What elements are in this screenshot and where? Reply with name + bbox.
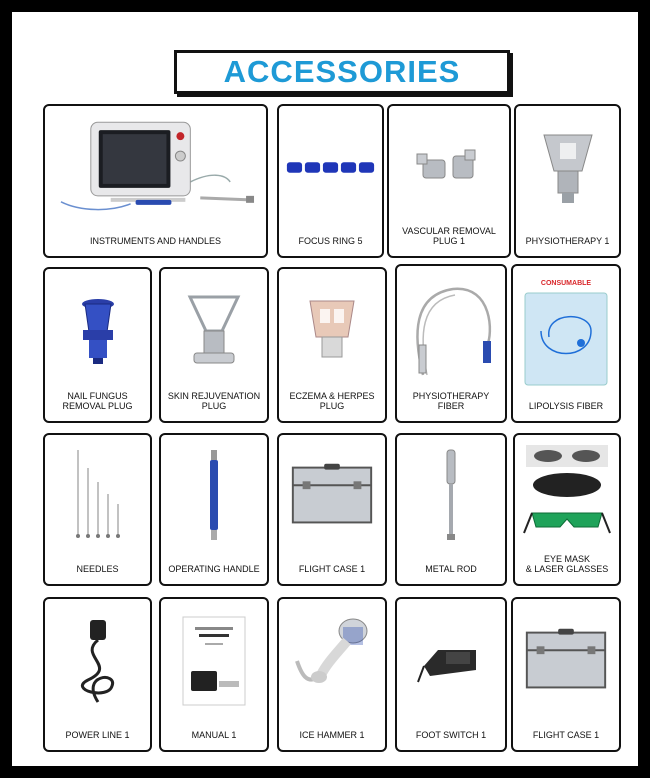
item-label: FLIGHT CASE 1 <box>532 730 600 740</box>
item-card-eye-mask[interactable] <box>513 433 621 586</box>
metal-rod-icon <box>403 441 499 550</box>
item-label: NAIL FUNGUS REMOVAL PLUG <box>62 391 133 411</box>
item-card-eczema[interactable] <box>277 267 387 423</box>
item-label: FOOT SWITCH 1 <box>415 730 487 740</box>
item-card-skin-rejuvenation[interactable] <box>159 267 269 423</box>
page-title: ACCESSORIES <box>223 54 461 89</box>
item-label: SKIN REJUVENATION PLUG <box>167 391 261 411</box>
power-cord-icon <box>51 605 144 716</box>
item-card-lipolysis[interactable] <box>511 264 621 423</box>
item-label: VASCULAR REMOVAL PLUG 1 <box>402 226 496 246</box>
manual-icon <box>167 605 261 716</box>
item-label: INSTRUMENTS AND HANDLES <box>89 236 222 246</box>
fiber-icon <box>403 272 499 387</box>
item-card-ice-hammer[interactable] <box>277 597 387 752</box>
item-card-instruments[interactable] <box>43 104 268 258</box>
consumable-badge: CONSUMABLE <box>540 280 592 287</box>
lipolysis-bag-icon <box>519 290 613 387</box>
item-label: POWER LINE 1 <box>65 730 130 740</box>
item-label: FLIGHT CASE 1 <box>298 564 366 574</box>
handle-icon <box>167 441 261 550</box>
item-card-flight-case-a[interactable] <box>277 433 387 586</box>
item-card-vascular-plug[interactable] <box>387 104 511 258</box>
item-label: NEEDLES <box>76 564 119 574</box>
item-label: MANUAL 1 <box>191 730 237 740</box>
item-card-operating-handle[interactable] <box>159 433 269 586</box>
item-label: EYE MASK & LASER GLASSES <box>525 554 609 574</box>
needles-icon <box>51 441 144 550</box>
item-card-flight-case-b[interactable] <box>511 597 621 752</box>
item-label: FOCUS RING 5 <box>298 236 363 246</box>
title-banner <box>174 50 510 94</box>
vascular-plug-icon <box>395 112 503 222</box>
flight-case-icon <box>519 605 613 716</box>
item-label: ECZEMA & HERPES PLUG <box>289 391 375 411</box>
item-label: PHYSIOTHERAPY FIBER <box>412 391 490 411</box>
item-card-needles[interactable] <box>43 433 152 586</box>
item-label: OPERATING HANDLE <box>168 564 260 574</box>
focus-ring-icon <box>285 112 376 222</box>
glasses-icon <box>521 441 613 544</box>
flight-case-icon <box>285 441 379 550</box>
item-card-focus-ring[interactable] <box>277 104 384 258</box>
item-card-metal-rod[interactable] <box>395 433 507 586</box>
item-card-power-line[interactable] <box>43 597 152 752</box>
item-card-physiotherapy[interactable] <box>514 104 621 258</box>
item-label: METAL ROD <box>425 564 477 574</box>
item-card-nail-fungus[interactable] <box>43 267 152 423</box>
item-label: LIPOLYSIS FIBER <box>528 401 604 411</box>
foot-switch-icon <box>403 605 499 716</box>
eczema-plug-icon <box>285 275 379 387</box>
item-label: PHYSIOTHERAPY 1 <box>525 236 610 246</box>
item-label: ICE HAMMER 1 <box>299 730 365 740</box>
item-card-manual[interactable] <box>159 597 269 752</box>
skin-plug-icon <box>167 275 261 387</box>
laser-machine-icon <box>51 112 260 222</box>
nail-plug-icon <box>51 275 144 387</box>
item-card-physio-fiber[interactable] <box>395 264 507 423</box>
item-card-foot-switch[interactable] <box>395 597 507 752</box>
ice-hammer-icon <box>285 605 379 716</box>
physio-plug-icon <box>522 112 613 222</box>
